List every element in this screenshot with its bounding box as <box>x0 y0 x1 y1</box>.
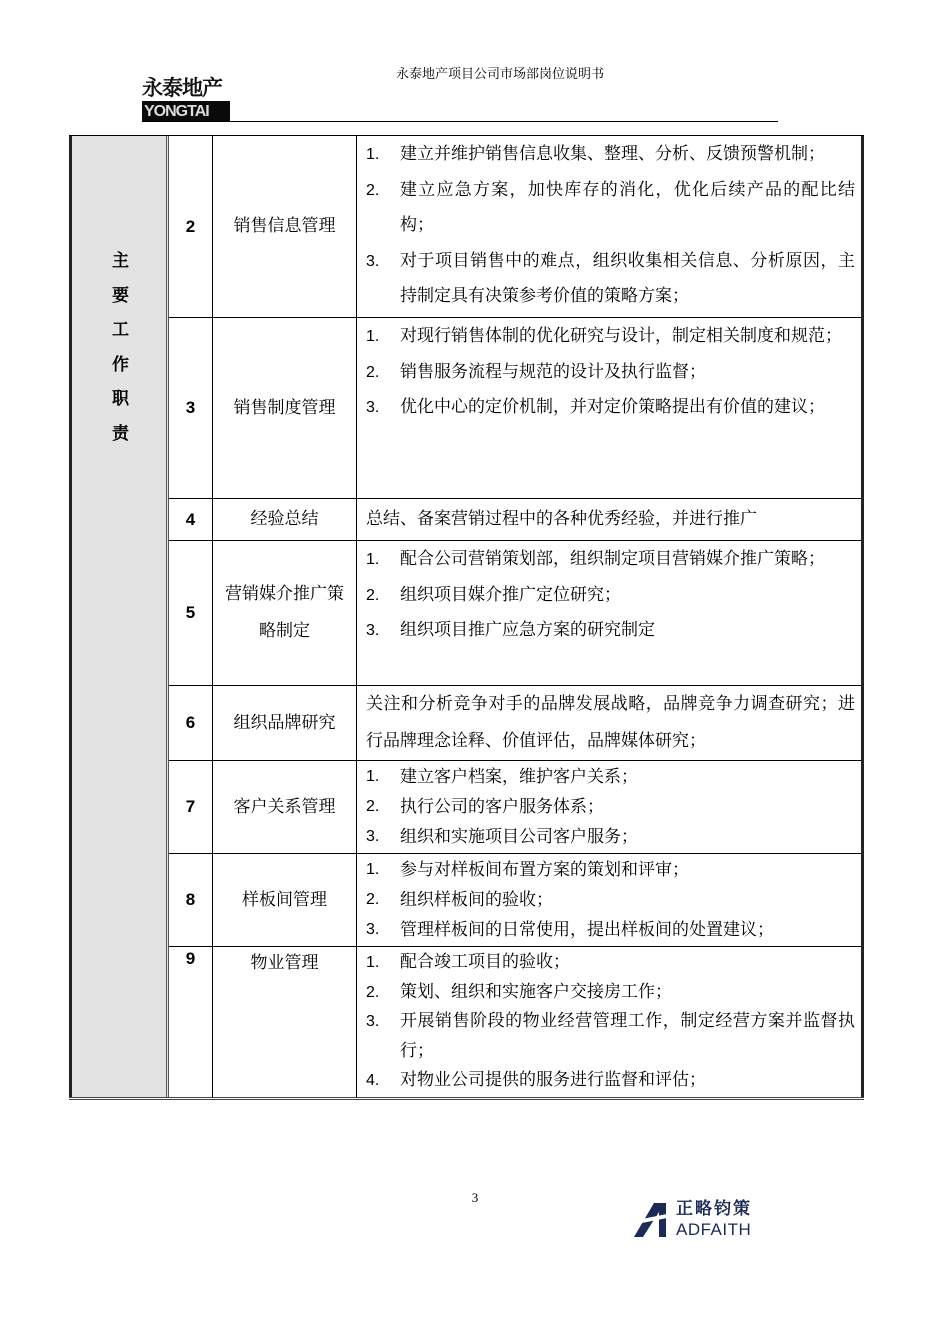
item-number: 4. <box>366 1072 380 1089</box>
item-number: 2. <box>366 798 380 815</box>
item-text: 组织项目推广应急方案的研究制定 <box>400 620 655 640</box>
item-text: 配合公司营销策划部，组织制定项目营销媒介推广策略； <box>400 549 825 569</box>
table-row <box>169 318 861 499</box>
row-title: 客户关系管理 <box>213 761 357 853</box>
item-text: 组织和实施项目公司客户服务； <box>400 827 638 847</box>
row-title: 物业管理 <box>213 947 357 1097</box>
list-item <box>366 244 855 315</box>
company-logo <box>142 76 232 122</box>
row-description <box>357 136 861 317</box>
row-number: 3 <box>169 318 213 498</box>
adfaith-chinese-name: 正略钧策 <box>676 1199 752 1219</box>
adfaith-english-name: ADFAITH <box>676 1220 752 1239</box>
list-item <box>366 390 855 426</box>
logo-chinese-text: 永泰地产 <box>142 76 222 100</box>
row-description <box>357 761 861 853</box>
item-number: 1. <box>366 146 380 163</box>
item-text: 执行公司的客户服务体系； <box>400 797 604 817</box>
row-title: 经验总结 <box>213 499 357 540</box>
item-text: 建立并维护销售信息收集、整理、分析、反馈预警机制； <box>400 144 825 164</box>
list-item <box>366 948 855 978</box>
list-item <box>366 137 855 173</box>
row-number: 9 <box>169 947 213 1097</box>
item-number: 1. <box>366 861 380 878</box>
row-number: 2 <box>169 136 213 317</box>
side-label-char: 作 <box>112 354 129 375</box>
adfaith-a-icon <box>632 1199 672 1239</box>
item-text: 参与对样板间布置方案的策划和评审； <box>400 860 689 880</box>
side-label-char: 工 <box>112 320 129 340</box>
item-number: 3. <box>366 622 380 639</box>
description-text: 总结、备案营销过程中的各种优秀经验，并进行推广 <box>366 509 757 529</box>
table-row <box>169 541 861 686</box>
list-item <box>366 613 855 649</box>
row-description <box>357 947 861 1097</box>
item-number: 3. <box>366 252 380 270</box>
list-item <box>366 822 855 852</box>
side-label-char: 职 <box>112 389 129 409</box>
side-header-label <box>72 244 169 451</box>
side-label-char: 主 <box>112 251 129 271</box>
row-description <box>357 854 861 946</box>
item-number: 1. <box>366 328 380 345</box>
item-number: 3. <box>366 399 380 416</box>
list-item <box>366 915 855 945</box>
row-description <box>357 541 861 685</box>
side-label-char: 责 <box>112 423 129 444</box>
description-text: 关注和分析竞争对手的品牌发展战略，品牌竞争力调查研究；进行品牌理念诠释、价值评估，品牌媒体研究； <box>366 694 855 751</box>
item-number: 2. <box>366 586 380 604</box>
list-item <box>366 542 855 578</box>
item-number: 3. <box>366 828 380 845</box>
item-text: 组织项目媒介推广定位研究； <box>400 584 621 605</box>
side-label-char: 要 <box>112 285 129 306</box>
item-number: 1. <box>366 954 380 971</box>
row-number: 6 <box>169 686 213 760</box>
list-item <box>366 855 855 885</box>
row-title: 销售信息管理 <box>213 136 357 317</box>
table-row <box>169 854 861 947</box>
list-item <box>366 319 855 355</box>
item-number: 3. <box>366 921 380 938</box>
list-item <box>366 792 855 822</box>
item-text: 对于项目销售中的难点，组织收集相关信息、分析原因，主持制定具有决策参考价值的策略方案； <box>400 250 855 306</box>
item-text: 管理样板间的日常使用，提出样板间的处置建议； <box>400 920 774 940</box>
row-description <box>357 318 861 498</box>
row-number: 5 <box>169 541 213 685</box>
row-description <box>357 686 861 760</box>
list-item <box>366 173 855 244</box>
item-number: 2. <box>366 181 380 199</box>
item-number: 1. <box>366 551 380 568</box>
logo-english-text: YONGTAI <box>142 101 230 122</box>
table-row <box>169 136 861 318</box>
item-number: 2. <box>366 983 380 1001</box>
table-row <box>169 947 861 1097</box>
item-text: 建立客户档案，维护客户关系； <box>400 767 638 787</box>
item-text: 销售服务流程与规范的设计及执行监督； <box>400 361 706 382</box>
list-item <box>366 1007 855 1066</box>
row-title: 组织品牌研究 <box>213 686 357 760</box>
list-item <box>366 1066 855 1096</box>
row-title: 样板间管理 <box>213 854 357 946</box>
list-item <box>366 355 855 391</box>
document-title: 永泰地产项目公司市场部岗位说明书 <box>395 67 604 82</box>
row-number: 8 <box>169 854 213 946</box>
side-header <box>72 136 169 1097</box>
item-text: 配合竣工项目的验收； <box>400 952 570 972</box>
list-item <box>366 978 855 1008</box>
item-text: 对物业公司提供的服务进行监督和评估； <box>400 1070 706 1090</box>
table-row <box>169 761 861 854</box>
item-number: 1. <box>366 768 380 785</box>
row-number: 7 <box>169 761 213 853</box>
adfaith-logo <box>632 1199 762 1241</box>
row-title: 销售制度管理 <box>213 318 357 498</box>
duties-table <box>69 135 864 1100</box>
item-text: 优化中心的定价机制，并对定价策略提出有价值的建议； <box>400 397 825 417</box>
item-text: 开展销售阶段的物业经营管理工作，制定经营方案并监督执行； <box>400 1011 855 1061</box>
list-item <box>366 578 855 614</box>
item-number: 2. <box>366 891 380 908</box>
list-item <box>366 762 855 792</box>
item-number: 2. <box>366 363 380 381</box>
item-text: 建立应急方案，加快库存的消化，优化后续产品的配比结构； <box>400 179 855 235</box>
table-row <box>169 686 861 761</box>
header-divider <box>142 121 778 122</box>
list-item <box>366 885 855 915</box>
row-description <box>357 499 861 540</box>
row-number: 4 <box>169 499 213 540</box>
item-text: 对现行销售体制的优化研究与设计，制定相关制度和规范； <box>400 326 842 346</box>
table-row <box>169 499 861 541</box>
row-title: 营销媒介推广策略制定 <box>213 541 357 685</box>
item-number: 3. <box>366 1013 380 1030</box>
item-text: 组织样板间的验收； <box>400 890 553 910</box>
page-number: 3 <box>471 1190 479 1205</box>
item-text: 策划、组织和实施客户交接房工作； <box>400 981 672 1002</box>
